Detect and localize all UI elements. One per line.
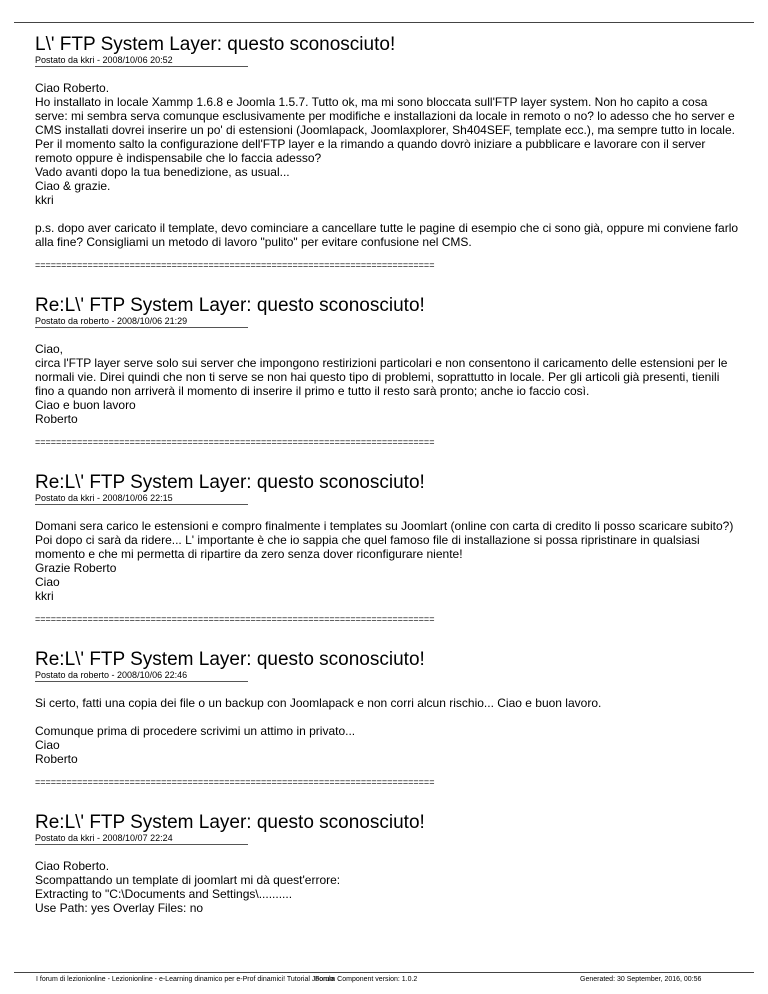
post-body	[35, 81, 740, 249]
post-line: Ciao	[35, 575, 60, 589]
post-line: Scompattando un template di joomlart mi dà quest'errore:	[35, 873, 341, 887]
footer-generated-date: Generated: 30 September, 2016, 00:56	[580, 976, 702, 983]
footer-rule	[14, 972, 754, 973]
meta-divider	[35, 504, 248, 505]
post-title: Re:L\' FTP System Layer: questo sconosciuto!	[35, 649, 425, 670]
post-paragraph	[35, 81, 740, 207]
forum-thread	[35, 35, 740, 915]
forum-post	[35, 296, 740, 473]
meta-divider	[35, 327, 248, 328]
meta-divider	[35, 844, 248, 845]
forum-post	[35, 473, 740, 650]
meta-divider	[35, 66, 248, 67]
post-separator: ============================================================================	[35, 777, 435, 787]
post-line: Domani sera carico le estensioni e compro finalmente i templates su Joomlart (online con carta di credito li posso scaricare subito?) Poi dopo ci sarà da ridere... L' importante è che io sappia che quel famoso file di installazione si possa ripristinare in qualsiasi momento e che mi permetta di ripartire da zero senza dover riconfigurare niente!	[35, 519, 734, 561]
post-paragraph	[35, 342, 740, 426]
post-line: Grazie Roberto	[35, 561, 117, 575]
post-line: Si certo, fatti una copia dei file o un backup con Joomlapack e non corri alcun rischio... Ciao e buon lavoro.	[35, 696, 602, 710]
post-paragraph	[35, 221, 740, 249]
post-title: L\' FTP System Layer: questo sconosciuto!	[35, 34, 396, 55]
post-paragraph	[35, 859, 740, 915]
post-line: circa l'FTP layer serve solo sui server che impongono restirizioni particolari e non consentono il caricamento delle estensioni per le normali vie. Direi quindi che non ti serve se non hai questo tipo di problemi, soprattutto in locale. Per gli articoli già presenti, tienili fino a quando non arriverà il momento di inserire il primo e tutto il resto sarà pronto; anche io faccio così.	[35, 356, 728, 398]
post-line: Use Path: yes Overlay Files: no	[35, 901, 204, 915]
post-line: Extracting to "C:\Documents and Settings\..........	[35, 887, 293, 901]
post-line: Ho installato in locale Xammp 1.6.8 e Joomla 1.5.7. Tutto ok, ma mi sono bloccata sull'FTP layer system. Non ho capito a cosa serve: mi sembra serva comunque esclusivamente per modifiche e installazioni da locale in remoto o no? lo adesso che ho server e CMS installati dovrei inserire un po' di estensioni (Joomlapack, Joomlaxplorer, Sh404SEF, template ecc.), ma sempre tutto in locale. Per il momento salto la configurazione dell'FTP layer e la rimando a quando dovrò iniziare a pubblicare e lavorare con il server remoto oppure è indispensabile che lo faccia adesso?	[35, 95, 735, 165]
post-title: Re:L\' FTP System Layer: questo sconosciuto!	[35, 472, 425, 493]
post-meta: Postato da roberto - 2008/10/06 21:29	[35, 316, 188, 326]
post-line: p.s. dopo aver caricato il template, devo cominciare a cancellare tutte le pagine di esempio che ci sono già, oppure mi conviene farlo alla fine? Consigliami un metodo di lavoro "pulito" per evitare confusione nel CMS.	[35, 221, 739, 249]
post-meta: Postato da roberto - 2008/10/06 22:46	[35, 670, 188, 680]
post-line: Vado avanti dopo la tua benedizione, as usual...	[35, 165, 290, 179]
post-paragraph	[35, 696, 740, 710]
post-line: kkri	[35, 589, 54, 603]
post-meta: Postato da kkri - 2008/10/07 22:24	[35, 833, 173, 843]
post-line: Ciao,	[35, 342, 64, 356]
post-paragraph	[35, 724, 740, 766]
post-line: Comunque prima di procedere scrivimi un attimo in privato...	[35, 724, 356, 738]
post-line: Roberto	[35, 752, 78, 766]
post-meta: Postato da kkri - 2008/10/06 22:15	[35, 493, 173, 503]
post-body	[35, 342, 740, 426]
post-line: Ciao & grazie.	[35, 179, 111, 193]
meta-divider	[35, 681, 248, 682]
forum-post	[35, 35, 740, 296]
post-paragraph	[35, 519, 740, 603]
post-line: kkri	[35, 193, 54, 207]
forum-post	[35, 813, 740, 915]
post-line: Ciao Roberto.	[35, 81, 110, 95]
post-separator: ============================================================================	[35, 614, 435, 624]
forum-post	[35, 650, 740, 813]
footer-site-title: I forum di lezionionline - Lezionionline - e-Learning dinamico per e-Prof dinamici! Tutorial Joomla	[36, 976, 335, 983]
post-meta: Postato da kkri - 2008/10/06 20:52	[35, 55, 173, 65]
post-line: Ciao Roberto.	[35, 859, 110, 873]
post-body	[35, 519, 740, 603]
post-separator: ============================================================================	[35, 437, 435, 447]
post-body	[35, 859, 740, 915]
post-line: Ciao e buon lavoro	[35, 398, 136, 412]
footer-component-version: Forum Component version: 1.0.2	[315, 976, 418, 983]
post-separator: ============================================================================	[35, 260, 435, 270]
post-title: Re:L\' FTP System Layer: questo sconosciuto!	[35, 295, 425, 316]
post-body	[35, 696, 740, 766]
post-title: Re:L\' FTP System Layer: questo sconosciuto!	[35, 812, 425, 833]
post-line: Roberto	[35, 412, 78, 426]
post-line: Ciao	[35, 738, 60, 752]
top-rule	[14, 22, 754, 23]
